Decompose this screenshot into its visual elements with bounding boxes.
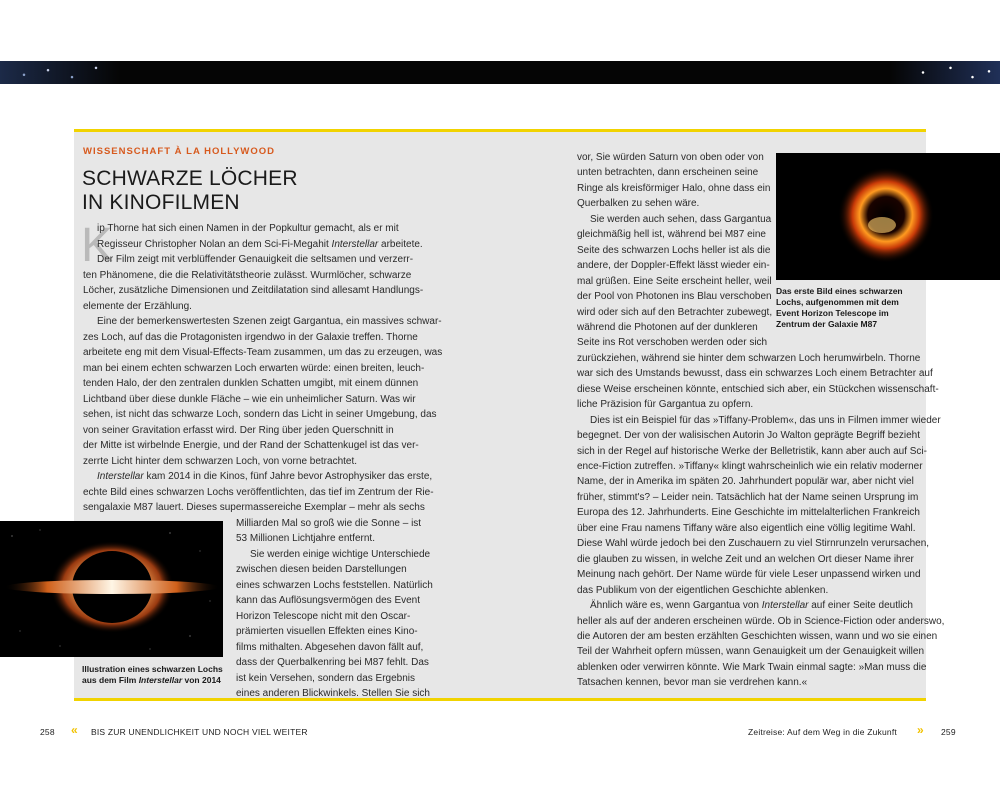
text-line: arbeitete eng mit dem Visual-Effects-Team zusammen, um das zu erzeugen, was: [83, 347, 443, 358]
text-line: Ähnlich wäre es, wenn Gargantua von Interstellar auf einer Seite deutlich: [590, 600, 913, 612]
text-line: dass der Querbalkenring bei M87 fehlt. Das: [236, 657, 429, 668]
text-line: das Publikum von der eigentlichen Geschichte ablenken.: [577, 584, 829, 596]
page-number-right: 259: [941, 727, 956, 737]
text-line: Interstellar kam 2014 in die Kinos, fünf Jahre bevor Astrophysiker das erste,: [97, 471, 433, 482]
chevron-right-icon: »: [917, 723, 924, 737]
text-line: Der Film zeigt mit verblüffender Genauigkeit die seltsamen und verzerr-: [97, 254, 414, 265]
text-line: zwischen diesen beiden Darstellungen: [236, 564, 407, 575]
header-band: [0, 61, 1000, 84]
drop-cap: K: [81, 219, 114, 272]
text-line: Dies ist ein Beispiel für das »Tiffany-Problem«, das uns in Filmen immer wieder: [590, 414, 941, 426]
m87-image: [776, 153, 1000, 280]
text-line: gleichmäßig hell ist, während bei M87 eine: [577, 229, 766, 241]
text-line: mal grüßen. Eine Seite erscheint heller, weil: [577, 275, 772, 287]
text-line: Name, der in Amerika im späten 20. Jahrhundert populär war, aber nicht viel: [577, 476, 914, 488]
gargantua-image: [0, 521, 223, 657]
text-line: begegnet. Der von der walisischen Autorin Jo Walton geprägte Begriff bezieht: [577, 430, 920, 442]
caption-line: Das erste Bild eines schwarzen: [776, 286, 903, 296]
text-line: ence-Fiction zutreffen. »Tiffany« klingt wahrscheinlich wie ein relativ moderner: [577, 461, 923, 472]
caption-right: [776, 286, 903, 330]
title-line: IN KINOFILMEN: [82, 191, 240, 214]
text-line: während die Photonen auf der dunkleren: [577, 321, 758, 333]
caption-left: [82, 664, 223, 686]
m87-photo: [776, 153, 1000, 280]
text-line: Diese Wahl würde jedoch bei den Zuschauern zu viel Stirnrunzeln verursachen,: [577, 538, 930, 550]
text-line: Seite ins Rot verschoben werden oder sich: [577, 337, 768, 349]
starfield-left: [0, 61, 120, 84]
text-line: Regisseur Christopher Nolan an dem Sci-Fi-Megahit Interstellar arbeitete.: [97, 238, 423, 250]
text-line: Sie werden auch sehen, dass Gargantua: [590, 213, 772, 225]
article-title: [82, 167, 298, 215]
text-line: Seite des schwarzen Lochs heller ist als die: [577, 244, 771, 256]
text-line: heller als auf der anderen erscheinen würde. Ob in Science-Fiction oder anderswo,: [577, 615, 945, 627]
text-line: Sie werden einige wichtige Unterschiede: [250, 548, 431, 560]
text-line: Teil der Wahrheit opfern müssen, wann Genauigkeit um der Genauigkeit willen: [577, 646, 925, 658]
text-line: Eine der bemerkenswertesten Szenen zeigt Gargantua, ein massives schwar-: [97, 316, 442, 327]
bottom-rule: [74, 698, 926, 701]
text-line: sich in der Regel auf historische Werke der Belletristik, kann aber auch auf Sci-: [577, 445, 927, 457]
text-line: unten betrachten, dann erscheinen seine: [577, 167, 759, 179]
text-line: Querbalken zu sehen wäre.: [577, 198, 700, 210]
text-line: 53 Millionen Lichtjahre entfernt.: [236, 533, 375, 544]
text-line: die Autoren der am besten erzählten Geschichten wissen, wann und wo sie einen: [577, 630, 938, 642]
chevron-left-icon: «: [71, 723, 78, 737]
text-line: ten Phänomene, die die Relativitätstheorie zulässt. Wurmlöcher, schwarze: [83, 269, 412, 281]
text-line: eines schwarzen Lochs feststellen. Natürlich: [236, 579, 433, 591]
caption-line: Illustration eines schwarzen Lochs: [82, 664, 223, 674]
text-line: sengalaxie M87 lauert. Dieses supermassereiche Exemplar – mehr als sechs: [83, 502, 425, 513]
running-head-right: Zeitreise: Auf dem Weg in die Zukunft: [748, 727, 897, 737]
text-line: Lichtband über diese dunkle Fläche – wie ein unheimlicher Saturn. Was wir: [83, 393, 416, 405]
page-number-left: 258: [40, 727, 55, 737]
text-line: vor, Sie würden Saturn von oben oder von: [577, 152, 764, 163]
text-line: liche Präzision für Gargantua zu opfern.: [577, 399, 754, 411]
caption-line: Lochs, aufgenommen mit dem: [776, 297, 899, 307]
text-line: zurückziehen, während sie hinter dem schwarzen Loch herumwirbeln. Thorne: [577, 352, 921, 364]
text-line: ip Thorne hat sich einen Namen in der Popkultur gemacht, als er mit: [97, 223, 399, 234]
text-line: Löcher, zusätzliche Dimensionen und Zeitdilatation sind allesamt Handlungs-: [83, 285, 424, 296]
text-line: Tatsachen kennen, bevor man sie verdrehen kann.«: [577, 677, 808, 689]
text-line: Horizon Telescope nicht mit den Oscar-: [236, 610, 411, 622]
text-line: Milliarden Mal so groß wie die Sonne – ist: [236, 517, 422, 529]
text-line: zes Loch, auf das die Protagonisten irgendwo in der Galaxie treffen. Thorne: [83, 331, 418, 343]
text-line: kann das Auflösungsvermögen des Event: [236, 595, 421, 606]
text-line: war sich des Umstands bewusst, dass ein schwarzes Loch einem Betrachter auf: [577, 368, 933, 380]
text-line: Europa des 12. Jahrhunderts. Eine Geschichte im mittelalterlichen Frankreich: [577, 507, 920, 519]
text-line: der Mitte ist wirbelnde Energie, und der Rand der Schattenkugel ist das ver-: [83, 440, 419, 451]
text-line: die glauben zu wissen, in welche Zeit und an welchen Ort dieser Name ihrer: [577, 553, 914, 565]
text-line: Ringe als kreisförmiger Halo, ohne dass ein: [577, 182, 771, 194]
starfield-right: [890, 61, 1000, 84]
running-head-left: BIS ZUR UNENDLICHKEIT UND NOCH VIEL WEITER: [91, 727, 308, 737]
text-line: ist kein Versehen, sondern das Ergebnis: [236, 672, 415, 684]
text-line: prämierten visuellen Effekten eines Kino-: [236, 626, 418, 637]
text-line: sehen, ist nicht das schwarze Loch, sondern das Licht in seiner Umgebung, das: [83, 409, 437, 420]
caption-line: aus dem Film Interstellar von 2014: [82, 675, 221, 685]
gargantua-illustration: [0, 521, 223, 657]
text-line: früher, stimmt's? – Leider nein. Tatsächlich hat der Name seinen Ursprung im: [577, 491, 919, 503]
text-line: elemente der Erzählung.: [83, 300, 192, 312]
text-line: echte Bild eines schwarzen Lochs veröffentlichten, das tief im Zentrum der Rie-: [83, 486, 434, 498]
title-line: SCHWARZE LÖCHER: [82, 167, 298, 190]
text-line: films mithalten. Abgesehen davon fällt auf,: [236, 641, 424, 653]
top-rule: [74, 129, 926, 132]
text-line: wird oder sich auf den Betrachter zubewegt,: [577, 306, 773, 318]
text-line: von seiner Gravitation erfasst wird. Der Ring über jeden Querschnitt in: [83, 424, 394, 436]
text-line: der Pool von Photonen ins Blau verschoben: [577, 291, 772, 303]
text-line: Meinung nach gehört. Der Name würde für viele Leser unpassend wirken und: [577, 569, 921, 581]
text-line: über eine Frau namens Tiffany wäre also eigentlich eine völlig legitime Wahl.: [577, 522, 916, 534]
text-line: ablenken oder verwirren könnte. Wie Mark Twain einmal sagte: »Man muss die: [577, 661, 927, 673]
text-line: andere, der Doppler-Effekt lässt wieder ein-: [577, 260, 770, 272]
text-line: tenden Halo, der den zentralen dunklen Schatten umgibt, mit einem dünnen: [83, 378, 419, 389]
caption-line: Event Horizon Telescope im: [776, 308, 889, 318]
text-line: eines anderen Blickwinkels. Stellen Sie sich: [236, 688, 430, 699]
caption-line: Zentrum der Galaxie M87: [776, 319, 878, 329]
text-line: zerrte Licht hinter dem schwarzen Loch, von vorne betrachtet.: [83, 455, 358, 467]
text-line: diese Weise erscheinen könnte, entschied sich aber, ein Stückchen wissenschaft-: [577, 383, 939, 395]
section-kicker: WISSENSCHAFT À LA HOLLYWOOD: [83, 146, 276, 157]
text-line: man bei einem echten schwarzen Loch erwarten würde: einen breiten, leuch-: [83, 362, 425, 374]
